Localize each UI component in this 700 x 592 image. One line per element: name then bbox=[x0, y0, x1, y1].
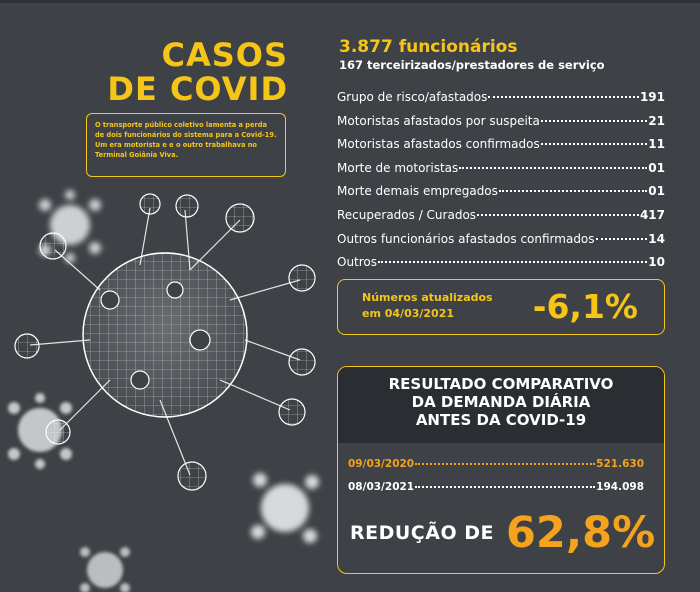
stat-row bbox=[337, 208, 665, 232]
comparison-heading-line-3: ANTES DA COVID-19 bbox=[415, 411, 587, 429]
stat-value: 10 bbox=[648, 255, 665, 270]
comparison-heading bbox=[338, 367, 664, 443]
employee-count: 3.877 funcionários bbox=[339, 37, 518, 57]
stat-row bbox=[337, 90, 665, 114]
stat-value: 21 bbox=[648, 113, 665, 128]
comparison-row bbox=[348, 458, 644, 470]
dot-leader bbox=[541, 120, 647, 122]
comparison-heading-line-1: RESULTADO COMPARATIVO bbox=[388, 375, 614, 393]
stat-label: Recuperados / Curados bbox=[337, 207, 477, 222]
top-divider bbox=[0, 0, 700, 3]
stat-row bbox=[337, 137, 665, 161]
dot-leader bbox=[499, 190, 647, 192]
reduction-value: 62,8% bbox=[505, 508, 656, 558]
stat-value: 417 bbox=[639, 207, 665, 222]
stat-row bbox=[337, 114, 665, 138]
tiny-virus-icon bbox=[80, 547, 130, 592]
virus-illustration bbox=[0, 180, 330, 592]
stat-row bbox=[337, 255, 665, 279]
update-value: -6,1% bbox=[532, 287, 638, 326]
stat-row bbox=[337, 161, 665, 185]
update-label-line-1: Números atualizados bbox=[362, 291, 493, 304]
dot-leader bbox=[459, 167, 647, 169]
comparison-heading-line-2: DA DEMANDA DIÁRIA bbox=[411, 393, 591, 411]
stat-value: 01 bbox=[648, 184, 665, 199]
dot-leader bbox=[415, 463, 595, 465]
stat-row bbox=[337, 184, 665, 208]
stat-label: Outros funcionários afastados confirmados bbox=[337, 231, 595, 246]
stats-list bbox=[337, 90, 665, 279]
stat-label: Morte demais empregados bbox=[337, 184, 498, 199]
comparison-value: 194.098 bbox=[596, 481, 644, 493]
stat-value: 11 bbox=[648, 137, 665, 152]
comparison-box bbox=[337, 366, 665, 574]
comparison-row bbox=[348, 481, 644, 493]
page-title bbox=[107, 38, 288, 106]
update-label-line-2: em 04/03/2021 bbox=[362, 307, 455, 320]
stat-label: Grupo de risco/afastados bbox=[337, 90, 488, 104]
dot-leader bbox=[541, 143, 648, 145]
dot-leader bbox=[378, 261, 647, 263]
comparison-date: 09/03/2020 bbox=[348, 458, 415, 470]
blurred-virus-icon bbox=[39, 190, 101, 263]
dot-leader bbox=[596, 238, 648, 240]
bottom-virus-icon bbox=[251, 473, 319, 543]
stat-value: 14 bbox=[648, 231, 665, 246]
reduction-label: REDUÇÃO DE bbox=[350, 522, 494, 544]
employee-subtitle: 167 terceirizados/prestadores de serviço bbox=[339, 58, 605, 72]
stat-label: Motoristas afastados por suspeita bbox=[337, 113, 540, 128]
title-line-2: DE COVID bbox=[107, 70, 288, 108]
stat-label: Outros bbox=[337, 255, 378, 270]
reduction bbox=[350, 503, 655, 563]
dot-leader bbox=[488, 96, 639, 98]
note-box: O transporte público coletivo lamenta a perda de dois funcionários do sistema para a Covid-19. Um era motorista e e o outro trabalhava no Terminal Goiânia Viva. bbox=[86, 113, 286, 177]
stat-row bbox=[337, 232, 665, 256]
update-box bbox=[337, 279, 665, 335]
dot-leader bbox=[477, 214, 639, 216]
comparison-value: 521.630 bbox=[596, 458, 644, 470]
stat-value: 01 bbox=[648, 160, 665, 175]
dot-leader bbox=[415, 486, 595, 488]
title-line-1: CASOS bbox=[161, 36, 288, 74]
comparison-date: 08/03/2021 bbox=[348, 481, 415, 493]
stat-value: 191 bbox=[639, 90, 665, 104]
stat-label: Motoristas afastados confirmados bbox=[337, 137, 540, 152]
update-label bbox=[362, 290, 522, 322]
stat-label: Morte de motoristas bbox=[337, 160, 459, 175]
